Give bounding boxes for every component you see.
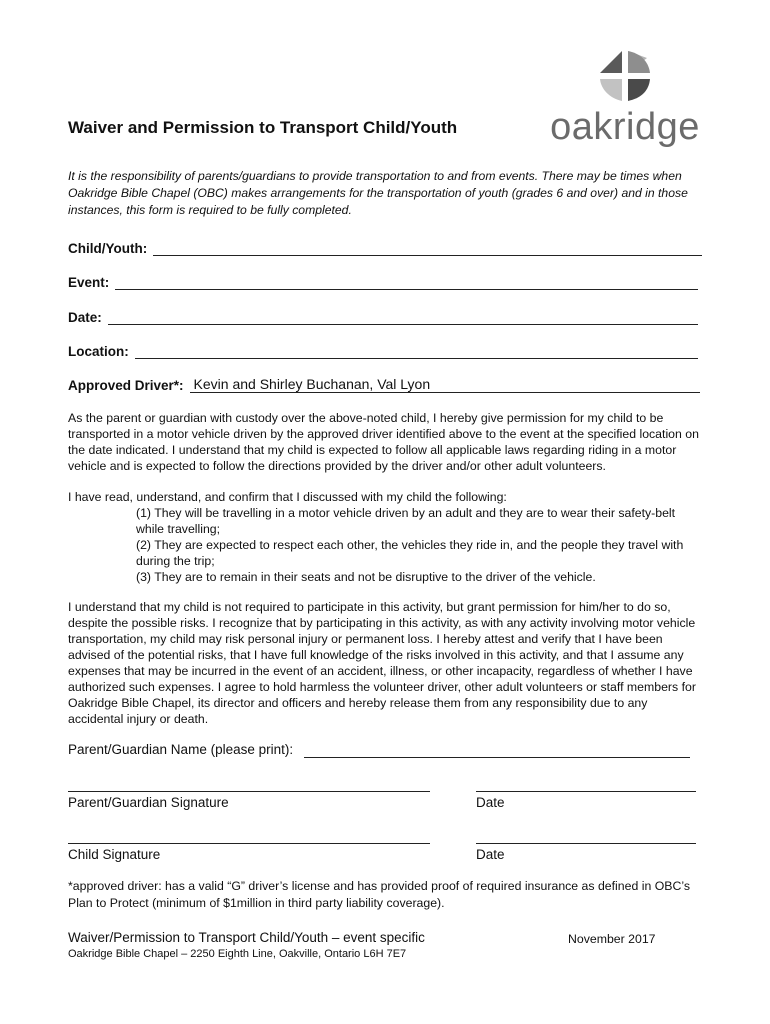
approved-driver-label: Approved Driver*: <box>68 378 184 393</box>
permission-paragraph: As the parent or guardian with custody over the above-noted child, I hereby give permission for my child to be transported in a motor vehicle driven by the approved driver identified above to the event at the specified location on the date indicated. I understand that my child is expected to follow all applicable laws regarding riding in a motor vehicle and is expected to follow the directions provided by the driver and/or other adult volunteers. <box>68 411 699 473</box>
child-date-label: Date <box>476 847 505 862</box>
list-item: (2) They are expected to respect each other, the vehicles they ride in, and the people they travel with during the trip; <box>136 538 684 568</box>
logo-wordmark: oakridge <box>550 106 700 148</box>
guardian-signature-label: Parent/Guardian Signature <box>68 795 229 810</box>
cross-emblem-icon <box>540 48 710 108</box>
list-item: (1) They will be travelling in a motor vehicle driven by an adult and they are to wear their safety-belt while travelling; <box>136 506 676 536</box>
location-label: Location: <box>68 344 129 359</box>
guardian-name-input[interactable] <box>304 756 690 758</box>
child-youth-field <box>68 240 702 256</box>
child-date-line[interactable] <box>476 842 696 844</box>
guardian-name-label: Parent/Guardian Name (please print): <box>68 742 294 757</box>
guardian-date-line[interactable] <box>476 790 696 792</box>
child-youth-label: Child/Youth: <box>68 241 148 256</box>
footer-date: November 2017 <box>568 932 656 946</box>
event-label: Event: <box>68 275 110 290</box>
guardian-date-label: Date <box>476 795 505 810</box>
approved-driver-input[interactable]: Kevin and Shirley Buchanan, Val Lyon <box>190 377 700 393</box>
child-youth-input[interactable] <box>153 240 702 256</box>
child-signature-label: Child Signature <box>68 847 161 862</box>
intro-text: It is the responsibility of parents/guardians to provide transportation to and from events. There may be times when Oakridge Bible Chapel (OBC) makes arrangements for the transportation of youth (grades 6 and over) and in those instances, this form is required to be fully completed. <box>68 169 688 217</box>
confirmation-list <box>136 505 706 585</box>
list-item: (3) They are to remain in their seats and not be disruptive to the driver of the vehicle. <box>136 570 596 584</box>
date-input[interactable] <box>108 309 698 325</box>
footer-title: Waiver/Permission to Transport Child/Youth – event specific <box>68 930 425 945</box>
event-input[interactable] <box>115 274 698 290</box>
location-field <box>68 343 698 359</box>
date-field <box>68 309 698 325</box>
event-field <box>68 274 698 290</box>
footer-address: Oakridge Bible Chapel – 2250 Eighth Line, Oakville, Ontario L6H 7E7 <box>68 948 407 960</box>
child-signature-line[interactable] <box>68 842 430 844</box>
liability-paragraph: I understand that my child is not required to participate in this activity, but grant permission for him/her to do so, despite the possible risks. I recognize that by participating in this activity, as with any activity involving motor vehicle transportation, my child may risk personal injury or permanent loss. I hereby attest and verify that I have been advised of the potential risks, that I have full knowledge of the risks involved in this activity, and that I assume any expenses that may be incurred in the event of an accident, illness, or other incapacity, regardless of whether I have authorized such expenses. I agree to hold harmless the volunteer driver, other adult volunteers or staff members for Oakridge Bible Chapel, its director and officers and hereby release them from any responsibility due to any accidental injury or death. <box>68 600 696 726</box>
location-input[interactable] <box>135 343 698 359</box>
approved-driver-footnote: *approved driver: has a valid “G” driver’s license and has provided proof of required insurance as defined in OBC’s Plan to Protect (minimum of $1million in third party liability coverage). <box>68 879 691 910</box>
guardian-signature-line[interactable] <box>68 790 430 792</box>
page-title: Waiver and Permission to Transport Child/Youth <box>68 118 458 137</box>
approved-driver-field <box>68 377 700 393</box>
oakridge-logo <box>540 48 710 158</box>
date-label: Date: <box>68 310 102 325</box>
confirmation-intro: I have read, understand, and confirm that I discussed with my child the following: <box>68 490 507 504</box>
